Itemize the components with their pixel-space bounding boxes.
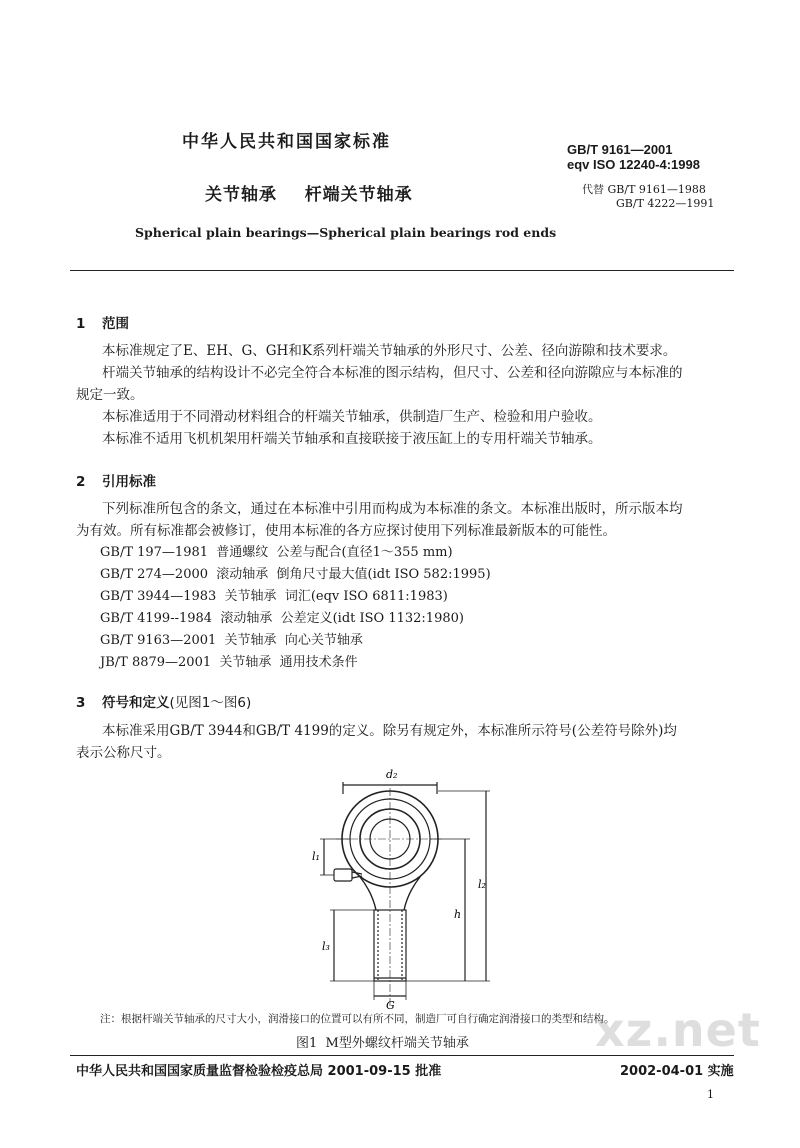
paragraph: 表示公称尺寸。 (76, 745, 171, 761)
label-d2: d₂ (386, 768, 398, 781)
reference-item: GB/T 3944—1983 关节轴承 词汇(eqv ISO 6811:1983) (100, 589, 448, 604)
replaces-block (582, 183, 714, 211)
reference-item: JB/T 8879—2001 关节轴承 通用技术条件 (100, 655, 358, 670)
paragraph: 本标准不适用飞机机架用杆端关节轴承和直接联接于液压缸上的专用杆端关节轴承。 (102, 431, 602, 447)
section-number: 1 (76, 316, 86, 332)
section-2-body (76, 498, 736, 542)
label-l3: l₃ (322, 940, 330, 953)
label-h: h (454, 908, 462, 921)
paragraph: 规定一致。 (76, 387, 144, 403)
paragraph: 杆端关节轴承的结构设计不必完全符合本标准的图示结构，但尺寸、公差和径向游隙应与本标准的 (102, 365, 683, 381)
section-1-body (76, 340, 736, 450)
document-title-cn: 关节轴承 杆端关节轴承 (205, 185, 413, 205)
label-l1: l₁ (312, 850, 320, 863)
document-title-en: Spherical plain bearings—Spherical plain bearings rod ends (135, 225, 557, 240)
header-divider (70, 270, 734, 271)
standard-code: GB/T 9161—2001 (567, 142, 673, 157)
reference-item: GB/T 274—2000 滚动轴承 倒角尺寸最大值(idt ISO 582:1995) (100, 567, 491, 582)
section-title: 范围 (102, 316, 129, 332)
paragraph: 下列标准所包含的条文，通过在本标准中引用而构成为本标准的条文。本标准出版时，所示版本均 (102, 501, 683, 517)
section-number: 3 (76, 695, 86, 711)
label-l2: l₂ (478, 878, 486, 891)
rod-end-bearing-drawing (290, 760, 500, 1010)
label-g: G (386, 999, 395, 1010)
paragraph: 本标准采用GB/T 3944和GB/T 4199的定义。除另有规定外，本标准所示符号(公差符号除外)均 (102, 723, 677, 739)
page-number: 1 (707, 1088, 714, 1101)
section-title-suffix: (见图1～图6) (169, 695, 252, 711)
figure-note: 注：根据杆端关节轴承的尺寸大小，润滑接口的位置可以有所不同，制造厂可自行确定润滑接口的类型和结构。 (100, 1013, 615, 1025)
paragraph: 本标准适用于不同滑动材料组合的杆端关节轴承，供制造厂生产、检验和用户验收。 (102, 409, 602, 425)
effective-date: 2002-04-01 实施 (620, 1064, 734, 1079)
replaces-item: GB/T 4222—1991 (616, 197, 715, 210)
footer-divider (70, 1055, 734, 1056)
standard-code-block (567, 142, 700, 172)
reference-item: GB/T 9163—2001 关节轴承 向心关节轴承 (100, 633, 363, 648)
section-number: 2 (76, 474, 86, 490)
replaces-item: GB/T 9161—1988 (607, 183, 706, 196)
watermark: xz.net (595, 1003, 761, 1057)
section-3-body (76, 720, 736, 764)
reference-list (100, 542, 491, 674)
section-title: 符号和定义 (102, 695, 170, 711)
issuer-approval: 中华人民共和国国家质量监督检验检疫总局 2001-09-15 批准 (76, 1064, 442, 1079)
replaces-label: 代替 (582, 183, 604, 196)
paragraph: 本标准规定了E、EH、G、GH和K系列杆端关节轴承的外形尺寸、公差、径向游隙和技术要求。 (102, 343, 677, 359)
figure-caption: 图1 M型外螺纹杆端关节轴承 (296, 1036, 469, 1051)
lubrication-nipple (334, 869, 352, 881)
standard-title: 中华人民共和国国家标准 (182, 132, 391, 152)
paragraph: 为有效。所有标准都会被修订，使用本标准的各方应探讨使用下列标准最新版本的可能性。 (76, 523, 616, 539)
section-2-heading (76, 470, 156, 490)
reference-item: GB/T 4199--1984 滚动轴承 公差定义(idt ISO 1132:1980) (100, 611, 464, 626)
equivalent-code: eqv ISO 12240-4:1998 (567, 157, 700, 172)
reference-item: GB/T 197—1981 普通螺纹 公差与配合(直径1～355 mm) (100, 545, 453, 560)
section-3-heading (76, 691, 251, 711)
section-1-heading (76, 312, 129, 332)
section-title: 引用标准 (102, 474, 156, 490)
